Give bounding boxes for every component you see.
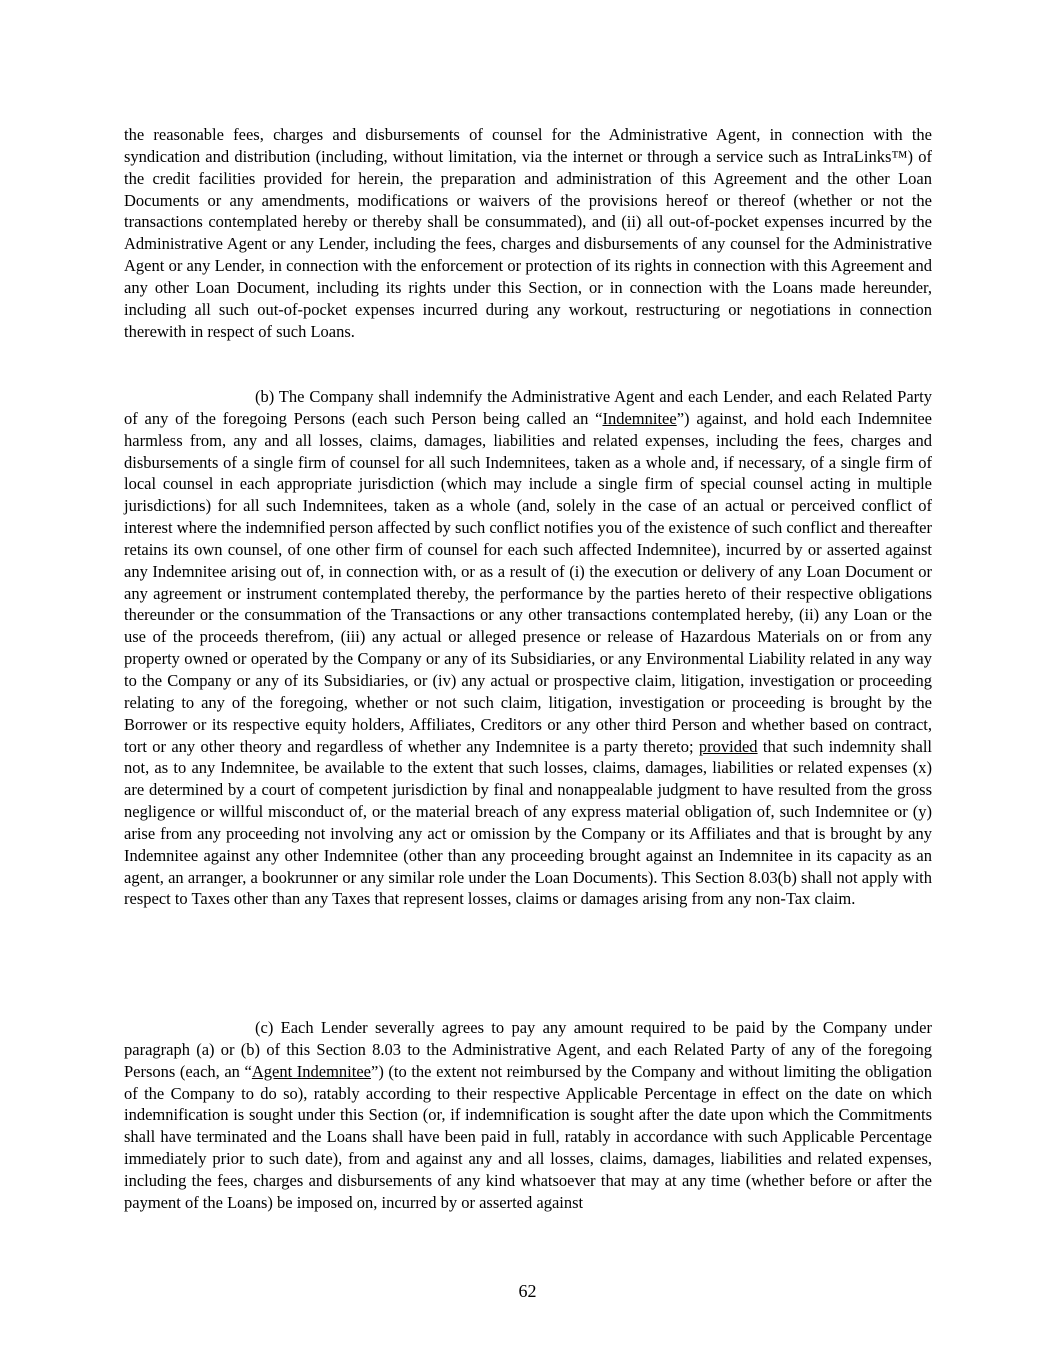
defined-term-agent-indemnitee: Agent Indemnitee [251, 1061, 371, 1081]
paragraph-a-continuation [124, 124, 932, 342]
paragraph-b-text-2: ”) against, and hold each Indemnitee harmless from, any and all losses, claims, damages, liabilities and related expenses, including the fees, charges and disbursements of a single firm of counsel for all such Indemnitees, taken as a whole and, if necessary, of a single firm of local counsel in each appropriate jurisdiction (which may include a single firm of special counsel acting in multiple jurisdictions) for all such Indemnitees, taken as a whole (and, solely in the case of an actual or perceived conflict of interest where the indemnified person affected by such conflict notifies you of the existence of such conflict and thereafter retains its own counsel, of one other firm of counsel for each such affected Indemnitee), incurred by or asserted against any Indemnitee arising out of, in connection with, or as a result of (i) the execution or delivery of any Loan Document or any agreement or instrument contemplated thereby, the performance by the parties hereto of their respective obligations thereunder or the consummation of the Transactions or any other transactions contemplated hereby, (ii) any Loan or the use of the proceeds therefrom, (iii) any actual or alleged presence or release of Hazardous Materials on or from any property owned or operated by the Company or any of its Subsidiaries, or any Environmental Liability related in any way to the Company or any of its Subsidiaries, or (iv) any actual or prospective claim, litigation, investigation or proceeding relating to any of the foregoing, whether or not such claim, litigation, investigation or proceeding is brought by the Borrower or its respective equity holders, Affiliates, Creditors or any other third Person and whether based on contract, tort or any other theory and regardless of whether any Indemnitee is a party thereto; [124, 408, 932, 756]
page-number: 62 [518, 1281, 537, 1301]
paragraph-c-text-2: ”) (to the extent not reimbursed by the Company and without limiting the obligation of the Company to do so), ratably according to their respective Applicable Percentage in effect on the date on which indemnification is sought under this Section (or, if indemnification is sought after the date upon which the Commitments shall have terminated and the Loans shall have been paid in full, ratably in accordance with such Applicable Percentage immediately prior to such date), from and against any and all losses, claims, damages, liabilities and related expenses, including the fees, charges and disbursements of any kind whatsoever that may at any time (whether before or after the payment of the Loans) be imposed on, incurred by or asserted against [124, 1061, 932, 1212]
defined-term-indemnitee: Indemnitee [602, 408, 677, 428]
defined-term-provided: provided [698, 736, 758, 756]
paragraph-b-text-3: that such indemnity shall not, as to any Indemnitee, be available to the extent that such losses, claims, damages, liabilities or related expenses (x) are determined by a court of competent jurisdiction by final and nonappealable judgment to have resulted from the gross negligence or willful misconduct of, or the material breach of any express material obligation of, such Indemnitee or (y) arise from any proceeding not involving any act or omission by the Company or its Affiliates and that is brought by any Indemnitee against any other Indemnitee (other than any proceeding brought against an Indemnitee in its capacity as an agent, an arranger, a bookrunner or any similar role under the Loan Documents). This Section 8.03(b) shall not apply with respect to Taxes other than any Taxes that represent losses, claims or damages arising from any non-Tax claim. [124, 736, 932, 909]
paragraph-a-text: the reasonable fees, charges and disbursements of counsel for the Administrative Agent, in connection with the syndication and distribution (including, without limitation, via the internet or through a service such as IntraLinks™) of the credit facilities provided for herein, the preparation and administration of this Agreement and the other Loan Documents or any amendments, modifications or waivers of the provisions hereof or thereof (whether or not the transactions contemplated hereby or thereby shall be consummated), and (ii) all out-of-pocket expenses incurred by the Administrative Agent or any Lender, including the fees, charges and disbursements of any counsel for the Administrative Agent or any Lender, in connection with the enforcement or protection of its rights in connection with this Agreement and any other Loan Document, including its rights under this Section, or in connection with the Loans made hereunder, including all such out-of-pocket expenses incurred during any workout, restructuring or negotiations in connection therewith in respect of such Loans. [124, 125, 932, 341]
paragraph-b [124, 386, 932, 910]
paragraph-c-text-1: (c) Each Lender severally agrees to pay any amount required to be paid by the Company under paragraph (a) or (b) of this Section 8.03 to the Administrative Agent, and each Related Party of any of the foregoing Persons (each, an “ [124, 1018, 932, 1081]
paragraph-c [124, 1017, 932, 1214]
paragraph-b-text-1: (b) The Company shall indemnify the Administrative Agent and each Lender, and each Related Party of any of the foregoing Persons (each such Person being called an “ [124, 387, 932, 428]
